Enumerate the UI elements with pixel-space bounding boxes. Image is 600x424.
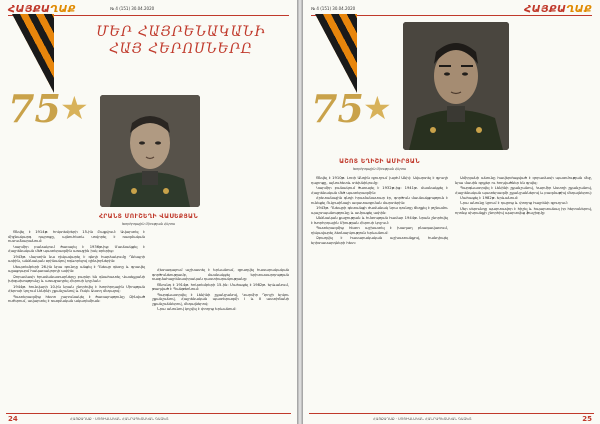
hero-title: Խորհրդային Միության Հերոս — [352, 167, 407, 171]
headline-line-2: ՀԱՅ ՀԵՐՈՍՆԵՐԸ — [109, 41, 253, 57]
issue-info: № 4 (151) 30.04.2020 — [110, 6, 155, 11]
footer-rule — [309, 413, 594, 414]
footer-rule — [6, 413, 291, 414]
paragraph: 1944թ. հունվարի 10-ին նրան շնորհվել է Խորհրդային Միության Հերոսի կոչում Լենինի շքանշանով և Ոսկե Աստղ մեդալով: — [8, 284, 145, 294]
paragraph: Նրա անունը կրում է դպրոց և փողոց հայրենի գյուղում: — [460, 201, 568, 206]
hero-name: ՀՐԱՆՏ ՄՈՒՇԵՂԻ ՎԱՍԵՔՅԱՆ — [98, 213, 199, 220]
page-footer — [0, 412, 297, 424]
issue-info: № 4 (151) 30.04.2020 — [311, 6, 356, 11]
left-page — [0, 0, 297, 424]
footer-text: ՀԱՅՔԱՂԱՔ · ՍՈՑԻԱԼԱԿԱՆ ՀԱՆՐԱՊԵՏԱԿԱՆ ԳԱԶԵՏ — [70, 417, 169, 421]
gold-star-icon: ★ — [60, 89, 89, 127]
portrait-illustration — [403, 22, 509, 150]
paragraph: Մահացել է 1982թ. Երևանում: — [460, 196, 519, 200]
gold-star-icon: ★ — [363, 89, 392, 127]
anniversary-badge: 75 — [311, 86, 364, 131]
anniversary-badge: 75 — [8, 86, 61, 131]
paragraph: Հետագայում աշխատել է Երևանում, զբաղվել հասարակական գործունեությամբ, մասնակցել երիտասարդության ռազմահայրենասիրական դաստիարակությանը: — [152, 268, 289, 282]
paragraph: Զորամասի հրամանատարները բարձր են գնահատել Վասեքյանի խիզախությունը և առաջադրել Հերոսի կոչման: — [8, 274, 145, 284]
page-number: 25 — [582, 415, 592, 423]
paragraph: 1943թ. մարտին նա ղեկավարել է գնդի հարձակումը Դնեպրի ափին, անձնական օրինակով ոգևորելով զինվորներին: — [8, 254, 145, 264]
paragraph: Ամիրյանի անունը հավերժացված է զորամասի պատմության մեջ, նրա մասին գրքեր ու հոդվածներ են գրվել: — [455, 176, 592, 185]
paragraph: Զբաղվել է հասարակական աշխատանքով, հանդիպել երիտասարդների հետ: — [311, 236, 448, 245]
paragraph: Պարգևատրվել է Լենինի շքանշանով, Կարմիր Դրոշի երկու շքանշանով, Հայրենական պատերազմի I և II աստիճանի շքանշաններով, մեդալներով: — [152, 292, 289, 307]
hero-portrait — [100, 95, 200, 207]
paragraph: Անձնական քաջության և հմտության համար 1944թ. նրան շնորհվել է Խորհրդային Միության Հերոսի կոչում: — [311, 216, 448, 225]
page-number: 24 — [8, 415, 18, 423]
hero-name: ԱՇՈՏ ԵՂԻՇԻ ԱՄԻՐՅԱՆ — [339, 158, 420, 165]
paragraph: Կարմիր բանակում ծառայել է 1932թ-ից: 1941թ. մասնակցել է Հայրենական մեծ պատերազմին: — [311, 186, 448, 195]
article-column-1 — [8, 230, 145, 406]
paragraph: Հրետանային գնդի հրամանատար էր, գործուն մասնակցություն է ունեցել Ուկրաինայի ազատագրման մարտերին: — [311, 196, 448, 205]
paragraph: Պատերազմից հետո աշխատել է խաղաղ բնագավառում, ղեկավարել ձեռնարկություն Երևանում: — [311, 226, 448, 235]
article-column-1 — [311, 176, 448, 406]
portrait-illustration — [100, 95, 200, 207]
paragraph: Պարգևատրվել է Լենինի շքանշանով, Կարմիր Աստղի շքանշանով, Հայրենական պատերազմի շքանշաններով և բազմաթիվ մեդալներով: — [455, 186, 592, 195]
paragraph: Սեպտեմբերի 26-ին նրա գունդը անցել է Դնեպր գետը և գրավել պլացդարմ հակառակորդի ափին: — [8, 264, 145, 274]
hero-title: Խորհրդային Միության Հերոս — [121, 222, 176, 226]
page-footer — [303, 412, 600, 424]
footer-text: ՀԱՅՔԱՂԱՔ · ՍՈՑԻԱԼԱԿԱՆ ՀԱՆՐԱՊԵՏԱԿԱՆ ԳԱԶԵՏ — [373, 417, 472, 421]
paragraph: 1943թ. Դնեպրի գետանցի ժամանակ նրա գունդը ճեղքել է թշնամու պաշտպանությունը և ամրացել ափին: — [311, 206, 448, 215]
magazine-logo: ՀԱՅՔԱՂԱՔ — [524, 4, 592, 15]
hero-portrait — [403, 22, 509, 150]
headline — [66, 24, 296, 58]
paragraph: Ծնվել է 1914թ. հոկտեմբերի 15-ին Բաքվում: Ավարտել է միջնակարգ դպրոցը, այնուհետև սովորել է ռազմական ուսումնարանում: — [8, 230, 145, 244]
paragraph: Ծնունդ է 1914թ. հոկտեմբերի 15-ին: Մահացել է 1982թ. Երևանում, թաղված է Պանթեոնում: — [152, 282, 289, 292]
paragraph: Պատերազմից հետո շարունակել է ծառայությունը Զինված ուժերում, ավարտել է ռազմական ակադեմիան: — [8, 294, 145, 304]
paragraph: Մեր սերունդը պարտավոր է հիշել և հպարտանալ իր հերոսներով, որոնց սխրանքի շնորհիվ պարտվեց ֆաշիզմը: — [455, 206, 592, 216]
paragraph: Նրա անունով կոչվել է փողոց Երևանում: — [157, 307, 237, 312]
magazine-logo: ՀԱՅՔԱՂԱՔ — [8, 4, 76, 15]
article-column-2 — [455, 176, 592, 406]
headline-line-1: ՄԵՐ ՀԱՅՐԵՆԱԿԱՆԻ — [96, 24, 266, 40]
right-page — [303, 0, 600, 424]
paragraph: Կարմիր բանակում ծառայել է 1936թ-ից: Մասնակցել է Հայրենական մեծ պատերազմին առաջին իսկ օրերից: — [8, 244, 145, 254]
article-column-2 — [152, 268, 289, 406]
paragraph: Ծնվել է 1910թ. Լոռի Անդին գյուղում (այժմ Անի): Ավարտել է գյուղի դպրոցը, այնուհետև տեխնիկումը: — [311, 176, 448, 185]
